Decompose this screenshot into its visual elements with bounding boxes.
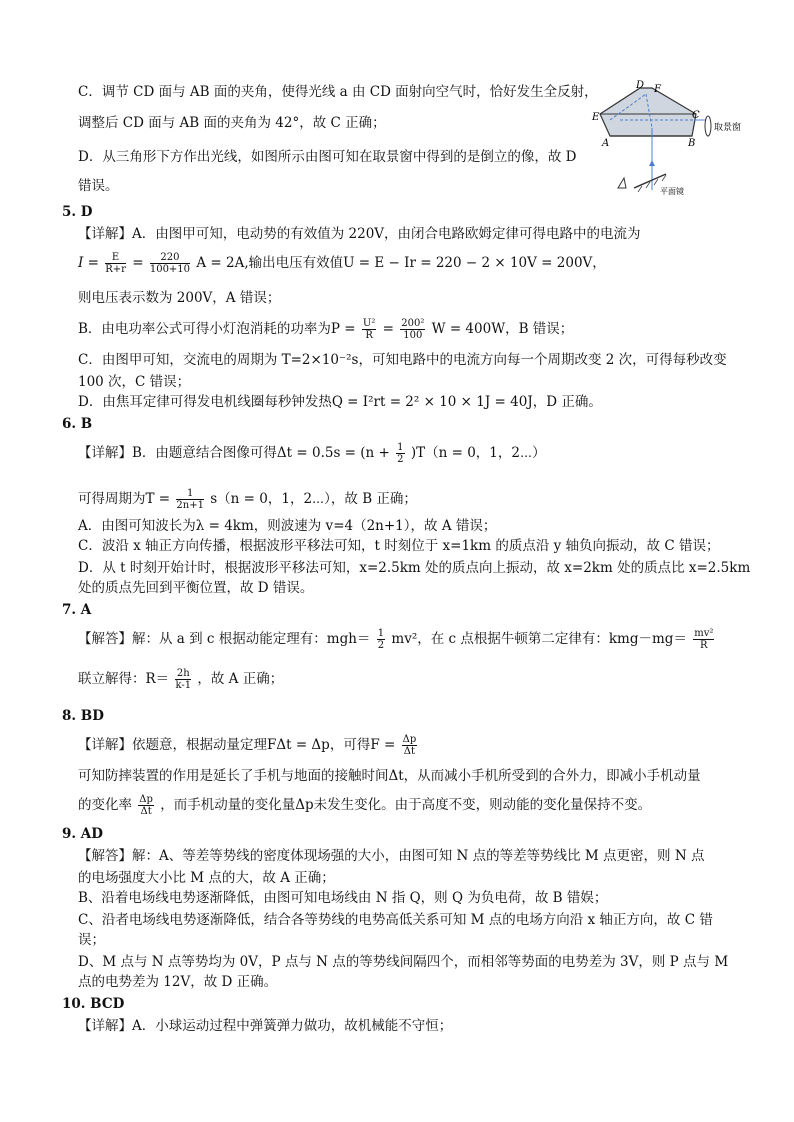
label-c: C xyxy=(692,110,700,121)
q5-line2: I = $\frac{E}{R+r}$ = $\frac{220}{100+10}$ A = 2A,输出电压有效值U = E − Ir = 220 − 2 × 10V = 200V， xyxy=(78,252,606,275)
fraction: $\frac{\text{U²}}{R}$ xyxy=(362,318,376,341)
q7-line2: 联立解得：R＝ $\frac{2h}{k-1}$ ，故 A 正确； xyxy=(78,668,284,691)
fraction: $\frac{E}{R+r}$ xyxy=(105,252,126,275)
q4-c-line2: 调整后 CD 面与 AB 面的夹角为 42°，故 C 正确； xyxy=(78,115,386,131)
label-viewfinder: 取景窗 xyxy=(714,123,742,133)
q10-line1: 【详解】A．小球运动过程中弹簧弹力做功，故机械能不守恒； xyxy=(78,1018,453,1034)
q5-line7: D．由焦耳定律可得发电机线圈每秒钟发热Q = I²rt = 2² × 10 × 1J = 40J，D 正确。 xyxy=(78,394,602,410)
q5-line6: 100 次，C 错误； xyxy=(78,374,191,390)
fraction: $\frac{\Delta p}{\Delta t}$ xyxy=(402,734,417,757)
label-a: A xyxy=(602,138,610,149)
q9-line3: B、沿着电场线电势逐渐降低，由图可知电场线由 N 指 Q，则 Q 为负电荷，故 B 错娱； xyxy=(78,890,608,906)
viewfinder-lens xyxy=(705,116,711,136)
fraction: $\frac{\Delta p}{\Delta t}$ xyxy=(139,794,153,817)
fraction: $\frac{\text{200²}}{100}$ xyxy=(401,318,425,341)
fraction: $\frac{2h}{k-1}$ xyxy=(175,668,192,691)
fraction: $\frac{\text{mv²}}{R}$ xyxy=(694,628,714,651)
q8-line3: 的变化率 $\frac{\Delta p}{\Delta t}$ ，而手机动量的变化量Δp未发生变化。由于高度不变，则动能的变化量保持不变。 xyxy=(78,794,652,817)
fraction: $\frac{1}{2}$ xyxy=(397,442,404,465)
q9-line2: 的电场强度大小比 M 点的大，故 A 正确； xyxy=(78,870,335,886)
q9-number: 9. AD xyxy=(62,826,103,842)
q9-line6: D、M 点与 N 点等势均为 0V，P 点与 N 点的等势线间隔四个，而相邻等势面的电势差为 3V，则 P 点与 M xyxy=(78,954,729,970)
q8-number: 8. BD xyxy=(62,708,104,724)
q6-number: 6. B xyxy=(62,416,93,432)
q7-line1: 【解答】解：从 a 到 c 根据动能定理有：mgh＝ $\frac{1}{2}$ mv²，在 c 点根据牛顿第二定律有：kmg－mg＝ $\frac{\text{mv²}}{R}$ xyxy=(78,628,714,651)
q5-line5: C．由图甲可知，交流电的周期为 T=2×10⁻²s，可知电路中的电流方向每一个周期改变 2 次，可得每秒改变 xyxy=(78,352,727,368)
q6-line5: D．从 t 时刻开始计时，根据波形平移法可知，x=2.5km 处的质点向上振动，故 x=2km 处的质点比 x=2.5km xyxy=(78,560,751,576)
q10-number: 10. BCD xyxy=(62,996,125,1012)
q5-line1: 【详解】A．由图甲可知，电动势的有效值为 220V，由闭合电路欧姆定律可得电路中的电流为 xyxy=(78,226,641,242)
object-triangle xyxy=(618,178,626,188)
fraction: $\frac{220}{100+10}$ xyxy=(149,252,191,275)
q4-d-line2: 错误。 xyxy=(78,178,119,194)
q6-line1: 【详解】B．由题意结合图像可得Δt = 0.5s = (n + $\frac{1}{2}$ )T（n = 0，1，2⋯） xyxy=(78,442,546,465)
label-f: F xyxy=(654,84,661,95)
label-b: B xyxy=(688,138,696,149)
prism-shape xyxy=(600,88,696,136)
q9-line7: 点的电势差为 12V，故 D 正确。 xyxy=(78,974,278,990)
q4-d-line1: D．从三角形下方作出光线，如图所示由图可知在取景窗中得到的是倒立的像，故 D xyxy=(78,149,577,165)
q7-number: 7. A xyxy=(62,602,92,618)
plane-mirror xyxy=(634,174,666,188)
q9-line1: 【解答】解：A、等差等势线的密度体现场强的大小，由图可知 N 点的等差等势线比 M 点更密，则 N 点 xyxy=(78,848,705,864)
q8-line1: 【详解】依题意，根据动量定理FΔt = Δp，可得F = $\frac{\Delta p}{\Delta t}$ xyxy=(78,734,417,757)
label-mirror: 平面镜 xyxy=(660,187,684,196)
label-d: D xyxy=(636,80,645,91)
q8-line2: 可知防摔装置的作用是延长了手机与地面的接触时间Δt，从而减小手机所受到的合外力，即减小手机动量 xyxy=(78,768,701,784)
q9-line5: 误； xyxy=(78,932,105,948)
q6-line2: 可得周期为T = $\frac{1}{2n+1}$ s（n = 0，1，2⋯），故 B 正确； xyxy=(78,488,417,511)
ray-arrow xyxy=(649,160,655,166)
q5-line4: B．由电功率公式可得小灯泡消耗的功率为P = $\frac{\text{U²}}{R}$ = $\frac{\text{200²}}{100}$ W = 400W，B 错误； xyxy=(78,318,574,341)
fraction: $\frac{1}{2}$ xyxy=(377,628,385,651)
fraction: $\frac{1}{2n+1}$ xyxy=(176,488,204,511)
q6-line4: C．波沿 x 轴正方向传播，根据波形平移法可知，t 时刻位于 x=1km 的质点沿 y 轴负向振动，故 C 错误； xyxy=(78,538,720,554)
q5-number: 5. D xyxy=(62,204,93,220)
label-e: E xyxy=(592,112,600,123)
q9-line4: C、沿者电场线电势逐渐降低，结合各等势线的电势高低关系可知 M 点的电场方向沿 x 轴正方向，故 C 错 xyxy=(78,912,713,928)
q6-line6: 处的质点先回到平衡位置，故 D 错误。 xyxy=(78,580,314,596)
prism-diagram xyxy=(590,80,770,205)
q5-line3: 则电压表示数为 200V，A 错误； xyxy=(78,290,281,306)
q6-line3: A．由图可知波长为λ = 4km，则波速为 v=4（2n+1），故 A 错误； xyxy=(78,518,497,534)
q4-c-line1: C．调节 CD 面与 AB 面的夹角，使得光线 a 由 CD 面射向空气时，恰好发生全反射， xyxy=(78,84,598,100)
